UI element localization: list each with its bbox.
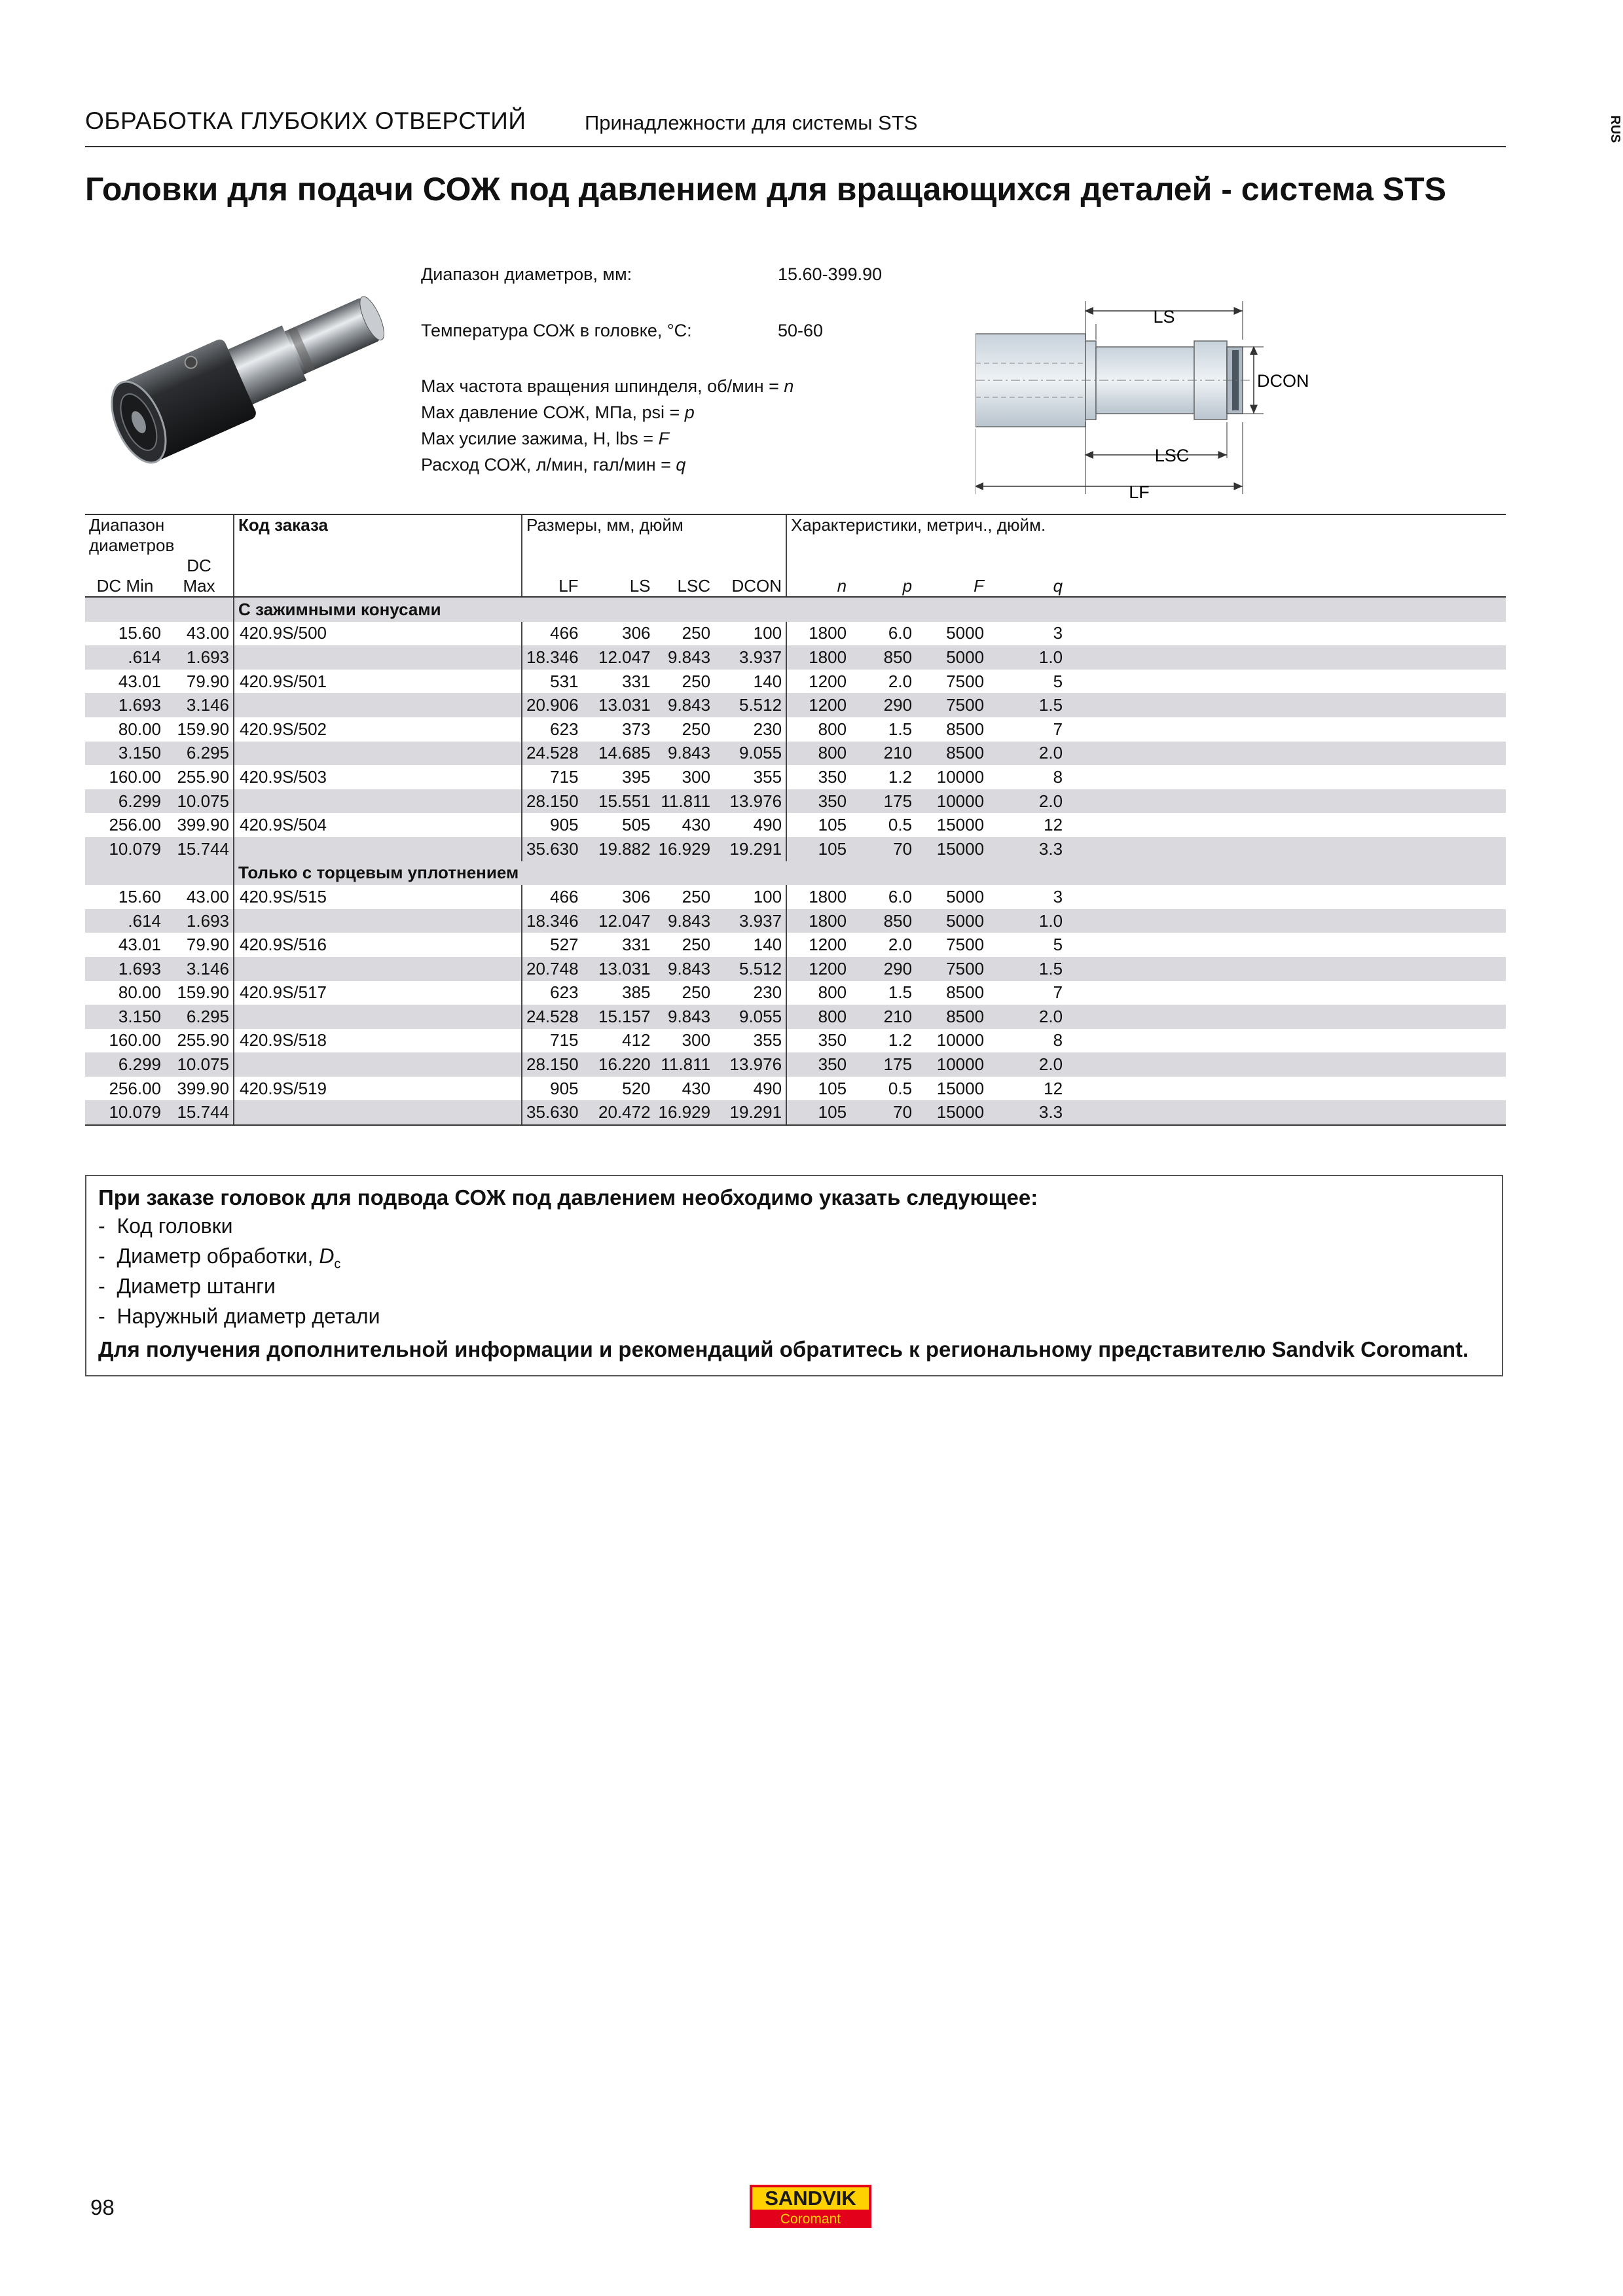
p-cell: 2.0 [888,935,913,955]
q-cell: 2.0 [988,1052,1067,1077]
lf-header: LF [522,556,583,597]
header-divider [85,146,1506,147]
lsc-cell: 9.843 [655,693,715,717]
ls-cell: 13.031 [583,957,655,981]
q-cell: 12 [1044,815,1063,835]
dc-max-cell: 79.90 [186,671,229,691]
p-cell: 210 [850,1005,916,1029]
table-row [85,645,1506,670]
note-footer: Для получения дополнительной информации и рекомендаций обратитесь к региональному представителю Sandvik Coromant. [98,1337,1469,1361]
table-row [85,765,1506,789]
p-cell: 175 [850,789,916,814]
group-row [85,597,1506,622]
dc-min-cell: 10.079 [85,837,165,861]
symbol-legend [421,373,793,478]
p-cell: 210 [850,742,916,766]
p-cell: 70 [850,837,916,861]
dc-max-cell: 159.90 [177,982,229,1003]
p-cell: 1.2 [888,1030,913,1050]
q-cell: 3 [1053,886,1063,906]
lsc-cell: 250 [682,671,711,691]
dc-max-cell: 79.90 [186,935,229,955]
dcon-cell: 490 [753,815,782,835]
q-cell: 7 [1053,982,1063,1003]
ls-cell: 520 [622,1078,651,1098]
lsc-cell: 16.929 [655,1100,715,1125]
dc-max-cell: 3.146 [165,693,234,717]
n-cell: 1200 [786,670,850,694]
f-cell: 7500 [946,935,985,955]
f-header: F [916,556,988,597]
dcon-label: DCON [1257,371,1309,391]
p-header: p [850,556,916,597]
ls-cell: 16.220 [583,1052,655,1077]
lsc-cell: 430 [682,815,711,835]
order-code-cell: 420.9S/519 [234,1077,522,1101]
lsc-cell: 300 [682,766,711,787]
section-title: ОБРАБОТКА ГЛУБОКИХ ОТВЕРСТИЙ [85,107,526,134]
order-code-cell [234,1052,522,1077]
order-code-cell: 420.9S/501 [234,670,522,694]
table-row [85,742,1506,766]
n-cell: 350 [786,765,850,789]
f-cell: 5000 [916,909,988,933]
order-code-cell: 420.9S/500 [234,622,522,646]
lf-cell: 466 [522,622,583,646]
ls-cell: 385 [622,982,651,1003]
chars-header: Характеристики, метрич., дюйм. [786,514,1506,556]
dcon-cell: 9.055 [714,742,786,766]
table-subheader-row [85,556,1506,597]
q-cell: 1.0 [988,909,1067,933]
dc-max-cell: 43.00 [186,623,229,643]
n-cell: 1200 [786,933,850,957]
range-header: Диапазон диаметров [85,514,234,556]
order-code-cell [234,957,522,981]
lsc-cell: 9.843 [655,1005,715,1029]
dc-min-cell: 15.60 [118,886,161,906]
f-cell: 8500 [946,982,985,1003]
dc-min-cell: 10.079 [85,1100,165,1125]
order-code-cell [234,645,522,670]
table-row [85,789,1506,814]
page-number: 98 [90,2195,115,2219]
f-cell: 7500 [946,671,985,691]
p-cell: 850 [850,645,916,670]
lsc-cell: 11.811 [655,1052,715,1077]
lsc-cell: 250 [682,623,711,643]
dcon-cell: 3.937 [714,645,786,670]
n-cell: 105 [786,1077,850,1101]
dc-min-cell: .614 [85,645,165,670]
f-cell: 10000 [936,1030,985,1050]
ls-cell: 12.047 [583,909,655,933]
dc-max-cell: 1.693 [165,645,234,670]
dcon-cell: 9.055 [714,1005,786,1029]
order-code-cell [234,909,522,933]
p-cell: 0.5 [888,815,913,835]
dc-max-cell: 15.744 [165,837,234,861]
q-cell: 12 [1044,1078,1063,1098]
f-cell: 10000 [916,1052,988,1077]
coolant-temp-label: Температура СОЖ в головке, °C: [421,321,692,340]
ls-cell: 20.472 [583,1100,655,1125]
dcon-cell: 13.976 [714,789,786,814]
dcon-cell: 5.512 [714,957,786,981]
dcon-cell: 13.976 [714,1052,786,1077]
note-item: - Наружный диаметр детали [98,1304,380,1328]
ls-header: LS [583,556,655,597]
coolant-head-photo [92,268,406,491]
ls-cell: 373 [622,719,651,739]
order-code-cell [234,693,522,717]
ls-cell: 331 [622,935,651,955]
ls-label: LS [1153,307,1175,327]
table-header-row [85,514,1506,556]
legend-n: Max частота вращения шпинделя, об/мин = n [421,376,794,396]
f-cell: 8500 [946,719,985,739]
ordering-note [85,1175,1503,1376]
ls-cell: 505 [622,815,651,835]
f-cell: 10000 [916,789,988,814]
lf-cell: 715 [522,1029,583,1053]
q-cell: 1.0 [988,645,1067,670]
ls-cell: 306 [622,623,651,643]
dc-min-cell: 80.00 [118,982,161,1003]
dc-max-cell: 1.693 [165,909,234,933]
ls-cell: 395 [622,766,651,787]
lf-cell: 531 [522,670,583,694]
note-item: - Диаметр обработки, $D_c$ [98,1244,341,1272]
dc-min-cell: 256.00 [109,815,161,835]
lf-cell: 18.346 [522,645,583,670]
dc-max-cell: 6.295 [165,1005,234,1029]
f-cell: 5000 [946,623,985,643]
p-cell: 6.0 [888,886,913,906]
dc-max-cell: 255.90 [177,1030,229,1050]
f-cell: 5000 [916,645,988,670]
order-code-cell: 420.9S/504 [234,813,522,837]
dc-min-cell: .614 [85,909,165,933]
q-cell: 1.5 [988,693,1067,717]
table-row [85,957,1506,981]
table-row [85,933,1506,957]
f-cell: 7500 [916,693,988,717]
p-cell: 1.5 [888,982,913,1003]
dcon-cell: 230 [753,719,782,739]
order-code-cell: 420.9S/503 [234,765,522,789]
order-code-cell [234,1100,522,1125]
lsc-cell: 250 [682,886,711,906]
table-row [85,813,1506,837]
legend-q: Расход СОЖ, л/мин, гал/мин = q [421,455,686,475]
table-row [85,1100,1506,1125]
f-cell: 8500 [916,1005,988,1029]
dc-max-cell: 6.295 [165,742,234,766]
n-cell: 105 [786,837,850,861]
f-cell: 15000 [916,837,988,861]
n-cell: 1200 [786,957,850,981]
q-header: q [988,556,1067,597]
order-code-cell [234,789,522,814]
n-cell: 350 [786,1029,850,1053]
lsc-cell: 250 [682,935,711,955]
dc-min-cell: 43.01 [118,671,161,691]
order-code-cell: 420.9S/517 [234,981,522,1005]
q-cell: 7 [1053,719,1063,739]
note-item: - Диаметр штанги [98,1274,276,1298]
lf-label: LF [1129,482,1150,502]
lsc-header: LSC [655,556,715,597]
q-cell: 8 [1053,1030,1063,1050]
dc-min-cell: 80.00 [118,719,161,739]
diameter-range-value: 15.60-399.90 [778,264,883,284]
table-row [85,1077,1506,1101]
order-code-cell: 420.9S/515 [234,885,522,909]
p-cell: 290 [850,957,916,981]
n-cell: 105 [786,1100,850,1125]
p-cell: 6.0 [888,623,913,643]
q-cell: 5 [1053,671,1063,691]
lf-cell: 20.906 [522,693,583,717]
lf-cell: 35.630 [522,837,583,861]
table-row [85,717,1506,742]
n-cell: 1200 [786,693,850,717]
lsc-cell: 250 [682,982,711,1003]
ls-cell: 306 [622,886,651,906]
lsc-cell: 9.843 [655,957,715,981]
table-row [85,622,1506,646]
code-header: Код заказа [234,514,522,556]
dc-max-header: DC Max [165,556,234,597]
dc-min-cell: 160.00 [109,766,161,787]
table-row [85,670,1506,694]
order-code-cell [234,837,522,861]
n-cell: 105 [786,813,850,837]
order-code-cell: 420.9S/502 [234,717,522,742]
lsc-cell: 300 [682,1030,711,1050]
lsc-cell: 11.811 [655,789,715,814]
dcon-cell: 355 [753,766,782,787]
lf-cell: 466 [522,885,583,909]
dc-min-cell: 3.150 [85,1005,165,1029]
ls-cell: 14.685 [583,742,655,766]
dcon-cell: 3.937 [714,909,786,933]
coolant-temp-value: 50-60 [778,321,824,340]
table-row [85,1052,1506,1077]
n-cell: 1800 [786,622,850,646]
n-cell: 800 [786,717,850,742]
dc-min-cell: 160.00 [109,1030,161,1050]
f-cell: 15000 [936,815,985,835]
ls-cell: 331 [622,671,651,691]
p-cell: 2.0 [888,671,913,691]
lf-cell: 28.150 [522,1052,583,1077]
lf-cell: 35.630 [522,1100,583,1125]
table-row [85,1005,1506,1029]
n-cell: 1800 [786,885,850,909]
ls-cell: 412 [622,1030,651,1050]
dcon-cell: 140 [753,671,782,691]
dc-min-cell: 256.00 [109,1078,161,1098]
lsc-cell: 16.929 [655,837,715,861]
note-item: - Код головки [98,1214,233,1238]
n-cell: 350 [786,789,850,814]
lf-cell: 24.528 [522,1005,583,1029]
dc-min-cell: 1.693 [85,957,165,981]
n-cell: 1800 [786,909,850,933]
dc-max-cell: 3.146 [165,957,234,981]
ls-cell: 12.047 [583,645,655,670]
dc-min-cell: 6.299 [85,789,165,814]
q-cell: 3.3 [988,1100,1067,1125]
lf-cell: 24.528 [522,742,583,766]
dc-max-cell: 43.00 [186,886,229,906]
diameter-range-label: Диапазон диаметров, мм: [421,264,632,284]
page-title: Головки для подачи СОЖ под давлением для вращающихся деталей - система STS [85,171,1447,207]
dc-min-cell: 3.150 [85,742,165,766]
dc-min-cell: 6.299 [85,1052,165,1077]
lf-cell: 905 [522,813,583,837]
subsection-title: Принадлежности для системы STS [585,111,918,134]
ls-cell: 15.157 [583,1005,655,1029]
f-cell: 15000 [936,1078,985,1098]
table-row [85,885,1506,909]
svg-text:Coromant: Coromant [780,2212,841,2227]
lf-cell: 715 [522,765,583,789]
p-cell: 0.5 [888,1078,913,1098]
ls-cell: 15.551 [583,789,655,814]
dcon-cell: 230 [753,982,782,1003]
p-cell: 850 [850,909,916,933]
table-row [85,909,1506,933]
q-cell: 3.3 [988,837,1067,861]
f-cell: 15000 [916,1100,988,1125]
table-row [85,981,1506,1005]
n-header: n [786,556,850,597]
order-code-cell: 420.9S/516 [234,933,522,957]
sandvik-logo [750,2185,871,2228]
n-cell: 800 [786,1005,850,1029]
table-row [85,837,1506,861]
dims-header: Размеры, мм, дюйм [522,514,786,556]
dc-min-cell: 1.693 [85,693,165,717]
dimension-drawing [976,298,1342,504]
dcon-cell: 19.291 [714,1100,786,1125]
lf-cell: 18.346 [522,909,583,933]
order-code-cell: 420.9S/518 [234,1029,522,1053]
q-cell: 8 [1053,766,1063,787]
n-cell: 350 [786,1052,850,1077]
lsc-cell: 9.843 [655,645,715,670]
f-cell: 8500 [916,742,988,766]
ls-cell: 19.882 [583,837,655,861]
dc-min-cell: 15.60 [118,623,161,643]
n-cell: 800 [786,742,850,766]
note-heading: При заказе головок для подвода СОЖ под давлением необходимо указать следующее: [98,1185,1038,1210]
lf-cell: 623 [522,981,583,1005]
q-cell: 2.0 [988,742,1067,766]
q-cell: 3 [1053,623,1063,643]
ls-cell: 13.031 [583,693,655,717]
q-cell: 2.0 [988,789,1067,814]
n-cell: 800 [786,981,850,1005]
group-title: С зажимными конусами [234,597,1506,622]
dc-max-cell: 10.075 [165,789,234,814]
dc-max-cell: 399.90 [177,1078,229,1098]
dcon-cell: 490 [753,1078,782,1098]
lsc-cell: 9.843 [655,909,715,933]
language-tag: RUS [1608,115,1622,143]
p-cell: 175 [850,1052,916,1077]
lsc-cell: 9.843 [655,742,715,766]
spec-table [85,514,1506,1126]
table-row [85,693,1506,717]
lsc-label: LSC [1154,446,1190,465]
dc-min-cell: 43.01 [118,935,161,955]
group-title: Только с торцевым уплотнением [234,861,1506,886]
f-cell: 10000 [936,766,985,787]
legend-p: Max давление СОЖ, МПа, psi = p [421,403,695,422]
dcon-cell: 19.291 [714,837,786,861]
lf-cell: 20.748 [522,957,583,981]
dc-max-cell: 10.075 [165,1052,234,1077]
dcon-cell: 5.512 [714,693,786,717]
p-cell: 1.5 [888,719,913,739]
group-row [85,861,1506,886]
q-cell: 5 [1053,935,1063,955]
svg-text:SANDVIK: SANDVIK [765,2187,856,2210]
lsc-cell: 250 [682,719,711,739]
lf-cell: 527 [522,933,583,957]
dc-min-header: DC Min [85,556,165,597]
dcon-cell: 355 [753,1030,782,1050]
table-row [85,1029,1506,1053]
f-cell: 7500 [916,957,988,981]
dc-max-cell: 399.90 [177,815,229,835]
lf-cell: 28.150 [522,789,583,814]
order-code-cell [234,742,522,766]
lsc-cell: 430 [682,1078,711,1098]
legend-f: Max усилие зажима, Н, lbs = F [421,429,670,448]
dcon-cell: 140 [753,935,782,955]
f-cell: 5000 [946,886,985,906]
dc-max-cell: 159.90 [177,719,229,739]
p-cell: 1.2 [888,766,913,787]
p-cell: 70 [850,1100,916,1125]
dc-max-cell: 15.744 [165,1100,234,1125]
lf-cell: 623 [522,717,583,742]
dcon-cell: 100 [753,886,782,906]
lf-cell: 905 [522,1077,583,1101]
order-code-cell [234,1005,522,1029]
dcon-header: DCON [714,556,786,597]
dcon-cell: 100 [753,623,782,643]
p-cell: 290 [850,693,916,717]
q-cell: 2.0 [988,1005,1067,1029]
q-cell: 1.5 [988,957,1067,981]
n-cell: 1800 [786,645,850,670]
dc-max-cell: 255.90 [177,766,229,787]
